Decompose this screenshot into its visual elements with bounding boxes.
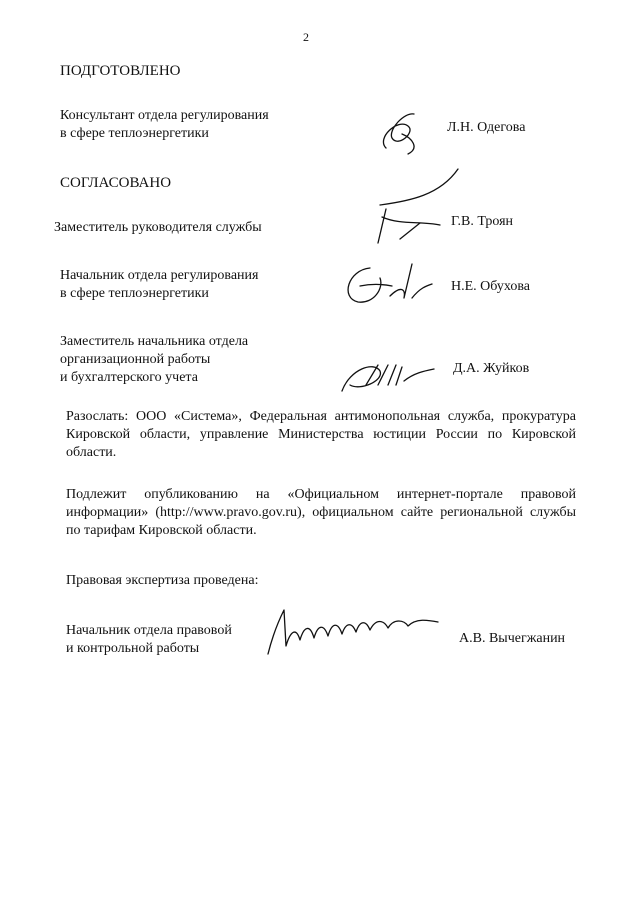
signature-obukhova xyxy=(340,258,435,310)
agreed-signer-3-position-line1: Заместитель начальника отдела xyxy=(60,334,249,349)
agreed-signer-1-position: Заместитель руководителя службы xyxy=(54,220,262,235)
agreed-signer-2-position-line1: Начальник отдела регулирования xyxy=(60,268,259,283)
agreed-signer-2-position-line2: в сфере теплоэнергетики xyxy=(60,286,209,301)
signature-troyan xyxy=(360,165,460,250)
publication-paragraph: Подлежит опубликованию на «Официальном интернет-портале правовой информации» (http://www.pravo.gov.ru), официальном сайте региональной службы по тарифам Кировской области. xyxy=(66,487,576,538)
signature-odegova xyxy=(368,108,438,158)
legal-review-position-line2: и контрольной работы xyxy=(66,641,200,656)
prepared-name: Л.Н. Одегова xyxy=(447,120,526,135)
agreed-signer-3-position-line2: организационной работы xyxy=(60,352,211,367)
signature-vychegzhanin xyxy=(258,606,443,658)
agreed-signer-3-name: Д.А. Жуйков xyxy=(453,361,530,376)
signature-zhuykov xyxy=(330,355,440,400)
legal-review-position-line1: Начальник отдела правовой xyxy=(66,623,232,638)
prepared-heading: ПОДГОТОВЛЕНО xyxy=(60,63,181,79)
agreed-signer-3-position-line3: и бухгалтерского учета xyxy=(60,370,198,385)
agreed-heading: СОГЛАСОВАНО xyxy=(60,175,172,191)
legal-review-name: А.В. Вычегжанин xyxy=(459,631,566,646)
prepared-position-line1: Консультант отдела регулирования xyxy=(60,108,269,123)
agreed-signer-2-name: Н.Е. Обухова xyxy=(451,279,530,294)
prepared-position-line2: в сфере теплоэнергетики xyxy=(60,126,209,141)
agreed-signer-1-name: Г.В. Троян xyxy=(451,214,514,229)
page-number: 2 xyxy=(303,30,309,44)
distribution-paragraph: Разослать: ООО «Система», Федеральная антимонопольная служба, прокуратура Кировской области, управление Министерства юстиции России по Кировской области. xyxy=(66,409,576,460)
legal-review-statement: Правовая экспертиза проведена: xyxy=(66,573,259,588)
